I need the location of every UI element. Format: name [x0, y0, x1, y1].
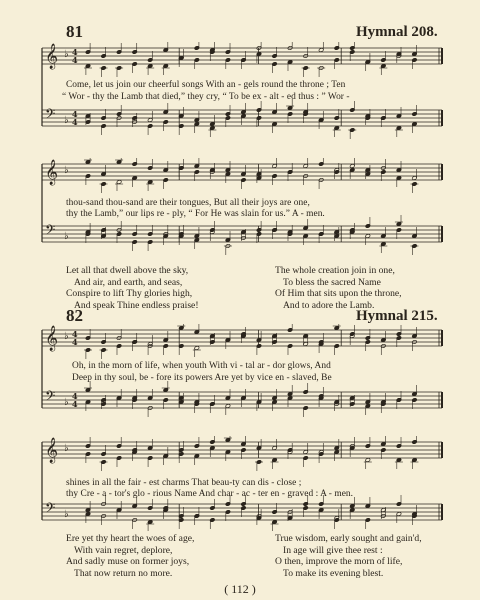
verse-line: And air, and earth, and seas, — [74, 276, 183, 288]
verse-right — [275, 265, 402, 311]
lyric-line: thy Cre - a - tor's glo - rious Name And char - ac - ter en - graved : A - men. — [66, 489, 354, 499]
svg-text:4: 4 — [72, 391, 78, 401]
svg-text:𝄞: 𝄞 — [45, 438, 59, 463]
svg-text:♭: ♭ — [64, 49, 69, 60]
verse-line: O then, improve the morn of life, — [275, 556, 403, 568]
verse-line: And speak Thine endless praise! — [74, 299, 199, 311]
lyric-line: shines in all the fair - est charms That beau-ty can dis - close ; — [66, 478, 302, 488]
svg-text:𝄞: 𝄞 — [45, 44, 59, 69]
svg-text:𝄞: 𝄞 — [45, 326, 59, 351]
svg-text:4: 4 — [72, 55, 78, 65]
svg-text:4: 4 — [72, 117, 78, 127]
verse-left — [66, 533, 194, 579]
svg-text:4: 4 — [72, 399, 78, 409]
lyric-line: Deep in thy soul, be - fore its powers Are yet by vice en - slaved, Be — [72, 373, 332, 383]
verse-line: To make its evening blest. — [283, 567, 384, 579]
page-number: ( 112 ) — [224, 582, 256, 596]
svg-text:♭: ♭ — [64, 331, 69, 342]
verse-left — [66, 265, 199, 311]
lyric-line: thou-sand thou-sand are their tongues, But all their joys are one, — [66, 198, 310, 208]
verse-line: The whole creation join in one, — [275, 265, 395, 276]
svg-text:♭: ♭ — [64, 443, 69, 454]
verse-line: Of Him that sits upon the throne, — [275, 288, 402, 300]
svg-text:𝄢: 𝄢 — [45, 388, 56, 407]
hymnal-reference: Hymnal 208. — [356, 24, 438, 40]
hymn-number: 82 — [66, 306, 83, 325]
verse-line: In age will give thee rest : — [283, 544, 383, 556]
verse-line: And sadly muse on former joys, — [66, 556, 190, 568]
svg-text:𝄞: 𝄞 — [45, 160, 59, 185]
verse-line: Conspire to lift Thy glories high, — [66, 288, 193, 300]
verse-line: True wisdom, early sought and gain'd, — [275, 533, 422, 544]
verse-line: With vain regret, deplore, — [74, 544, 173, 556]
lyric-line: “ Wor - thy the Lamb that died,” they cry, “ To be ex - alt - ed thus : ” Wor - — [62, 92, 350, 102]
lyric-line: Oh, in the morn of life, when youth With vi - tal ar - dor glows, And — [72, 361, 331, 371]
verse-line: To bless the sacred Name — [283, 276, 381, 288]
svg-text:𝄢: 𝄢 — [45, 106, 56, 125]
svg-text:♭: ♭ — [64, 397, 69, 408]
svg-text:𝄢: 𝄢 — [45, 222, 56, 241]
svg-text:𝄢: 𝄢 — [45, 500, 56, 519]
hymn-number: 81 — [66, 22, 83, 41]
svg-text:♭: ♭ — [64, 165, 69, 176]
verse-right — [275, 533, 422, 579]
verse-line: That now return no more. — [74, 567, 173, 579]
svg-text:4: 4 — [72, 329, 78, 339]
svg-text:♭: ♭ — [64, 115, 69, 126]
verse-line: Ere yet thy heart the woes of age, — [66, 533, 195, 544]
verse-line: And to adore the Lamb. — [283, 299, 375, 311]
verse-line: Let all that dwell above the sky, — [66, 265, 189, 276]
svg-text:4: 4 — [72, 109, 78, 119]
svg-text:♭: ♭ — [64, 509, 69, 520]
svg-text:4: 4 — [72, 47, 78, 57]
hymnal-reference: Hymnal 215. — [356, 308, 438, 324]
svg-text:♭: ♭ — [64, 231, 69, 242]
svg-text:4: 4 — [72, 337, 78, 347]
lyric-line: Come, let us join our cheerful songs With an - gels round the throne ; Ten — [66, 80, 346, 90]
lyric-line: thy the Lamb,” our lips re - ply, “ For He was slain for us.” A - men. — [66, 209, 325, 219]
